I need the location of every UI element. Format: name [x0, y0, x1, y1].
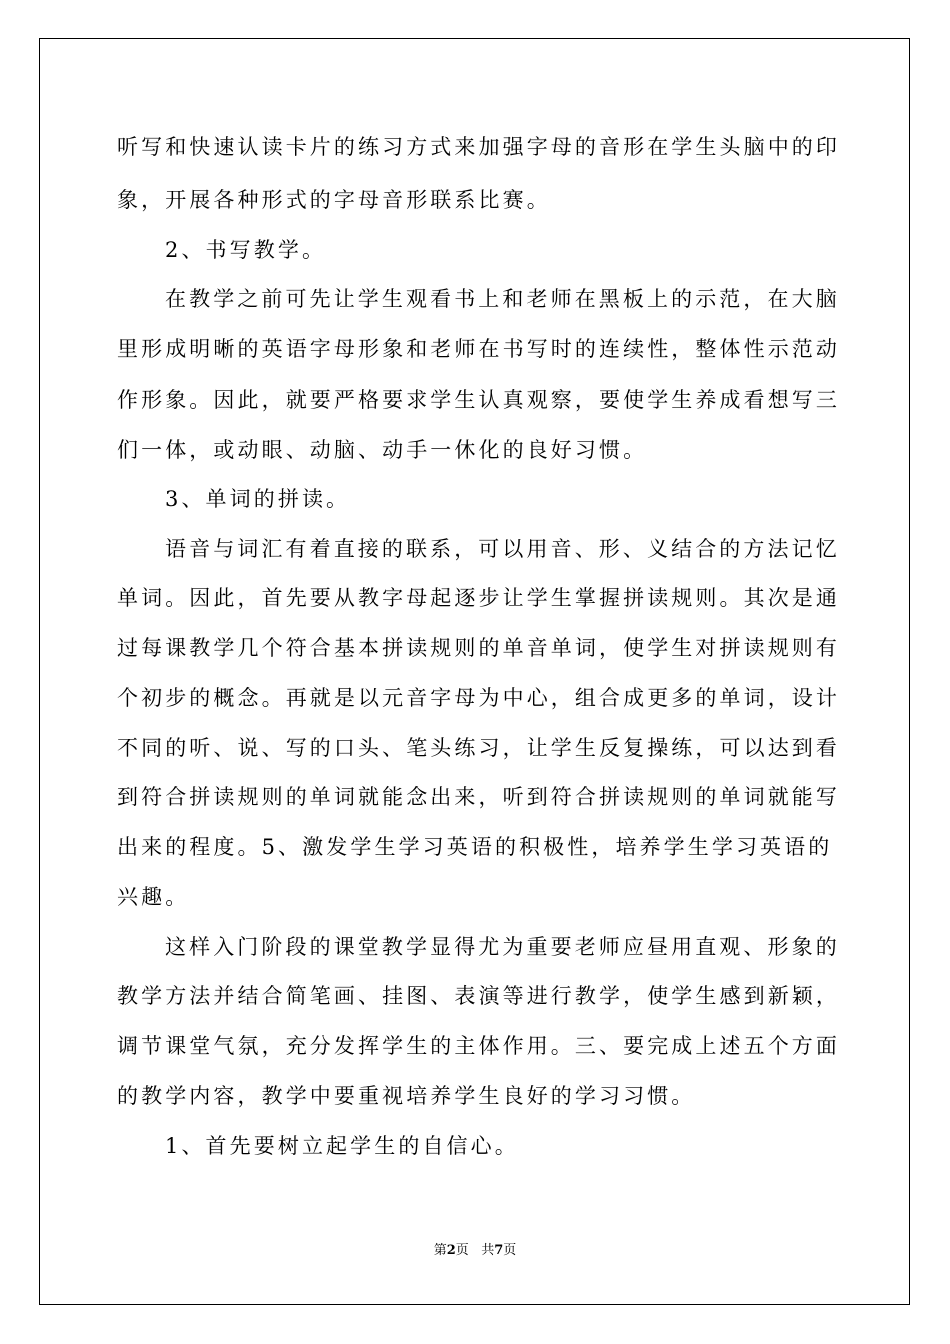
total-pages: 7 — [494, 1243, 504, 1258]
text-line: 作形象。因此，就要严格要求学生认真观察，要使学生养成看想写三 — [117, 388, 840, 412]
text-line: 语音与词汇有着直接的联系，可以用音、形、义结合的方法记忆 — [165, 537, 840, 561]
page-number: 2 — [446, 1243, 456, 1258]
text-line: 单词。因此，首先要从教字母起逐步让学生掌握拼读规则。其次是通 — [117, 586, 840, 610]
page-suffix: 页 — [455, 1243, 469, 1258]
page-footer — [0, 1242, 950, 1260]
text-line: 不同的听、说、写的口头、笔头练习，让学生反复操练，可以达到看 — [117, 736, 840, 760]
total-suffix: 页 — [503, 1243, 517, 1258]
section-heading: 2、书写教学。 — [165, 238, 327, 262]
text-line: 这样入门阶段的课堂教学显得尤为重要老师应昼用直观、形象的 — [165, 935, 840, 959]
section-heading: 3、单词的拼读。 — [165, 487, 351, 511]
section-heading: 1、首先要树立起学生的自信心。 — [165, 1134, 519, 1158]
text-line: 过每课教学几个符合基本拼读规则的单音单词，使学生对拼读规则有 — [117, 636, 840, 660]
text-line: 里形成明晰的英语字母形象和老师在书写时的连续性，整体性示范动 — [117, 337, 840, 361]
text-line: 的教学内容，教学中要重视培养学生良好的学习习惯。 — [117, 1084, 696, 1108]
text-line: 们一体，或动眼、动脑、动手一休化的良好习惯。 — [117, 438, 648, 462]
text-line: 个初步的概念。再就是以元音字母为中心，组合成更多的单词，设计 — [117, 686, 840, 710]
text-line: 听写和快速认读卡片的练习方式来加强字母的音形在学生头脑中的印 — [117, 135, 840, 159]
text-line: 在教学之前可先让学生观看书上和老师在黑板上的示范，在大脑 — [165, 287, 840, 311]
text-line: 兴趣。 — [117, 885, 190, 909]
text-line: 到符合拼读规则的单词就能念出来，听到符合拼读规则的单词就能写 — [117, 785, 840, 809]
page-border — [39, 38, 910, 1305]
text-line: 调节课堂气氛，充分发挥学生的主体作用。三、要完成上述五个方面 — [117, 1034, 840, 1058]
text-line: 象，开展各种形式的字母音形联系比赛。 — [117, 188, 551, 212]
page-prefix: 第 — [433, 1243, 447, 1258]
total-prefix: 共 — [481, 1243, 495, 1258]
text-line: 出来的程度。5、激发学生学习英语的积极性，培养学生学习英语的 — [117, 835, 833, 859]
text-line: 教学方法并结合简笔画、挂图、表演等进行教学，使学生感到新颖， — [117, 984, 840, 1008]
